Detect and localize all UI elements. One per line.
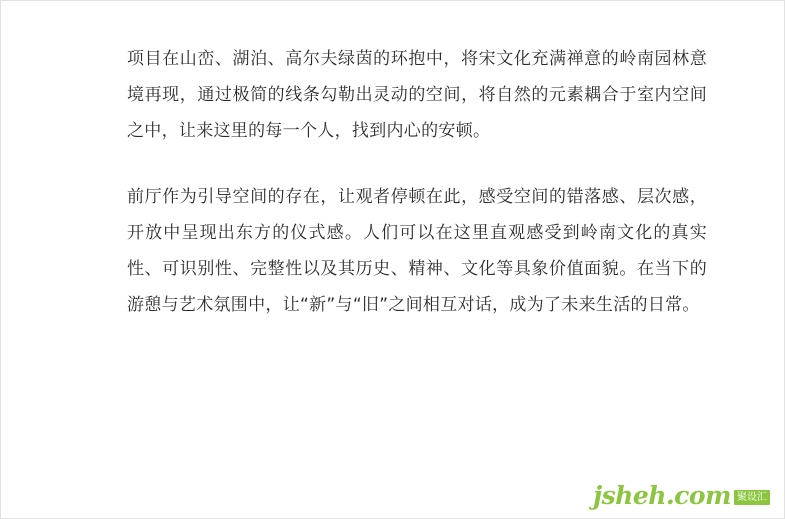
watermark-brand-text: jsheh.com (593, 481, 731, 510)
article-body (127, 41, 707, 323)
paragraph-1: 项目在山峦、湖泊、高尔夫绿茵的环抱中，将宋文化充满禅意的岭南园林意境再现，通过极简的线条勾勒出灵动的空间，将自然的元素耦合于室内空间之中，让来这里的每一个人，找到内心的安顿。 (127, 49, 707, 141)
site-watermark (593, 483, 770, 508)
watermark-badge-text: 聚设汇 (734, 490, 770, 505)
paragraph-2: 前厅作为引导空间的存在，让观者停顿在此，感受空间的错落感、层次感，开放中呈现出东方的仪式感。人们可以在这里直观感受到岭南文化的真实性、可识别性、完整性以及其历史、精神、文化等具象价值面貌。在当下的游憩与艺术氛围中，让“新”与“旧”之间相互对话，成为了未来生活的日常。 (127, 187, 707, 315)
